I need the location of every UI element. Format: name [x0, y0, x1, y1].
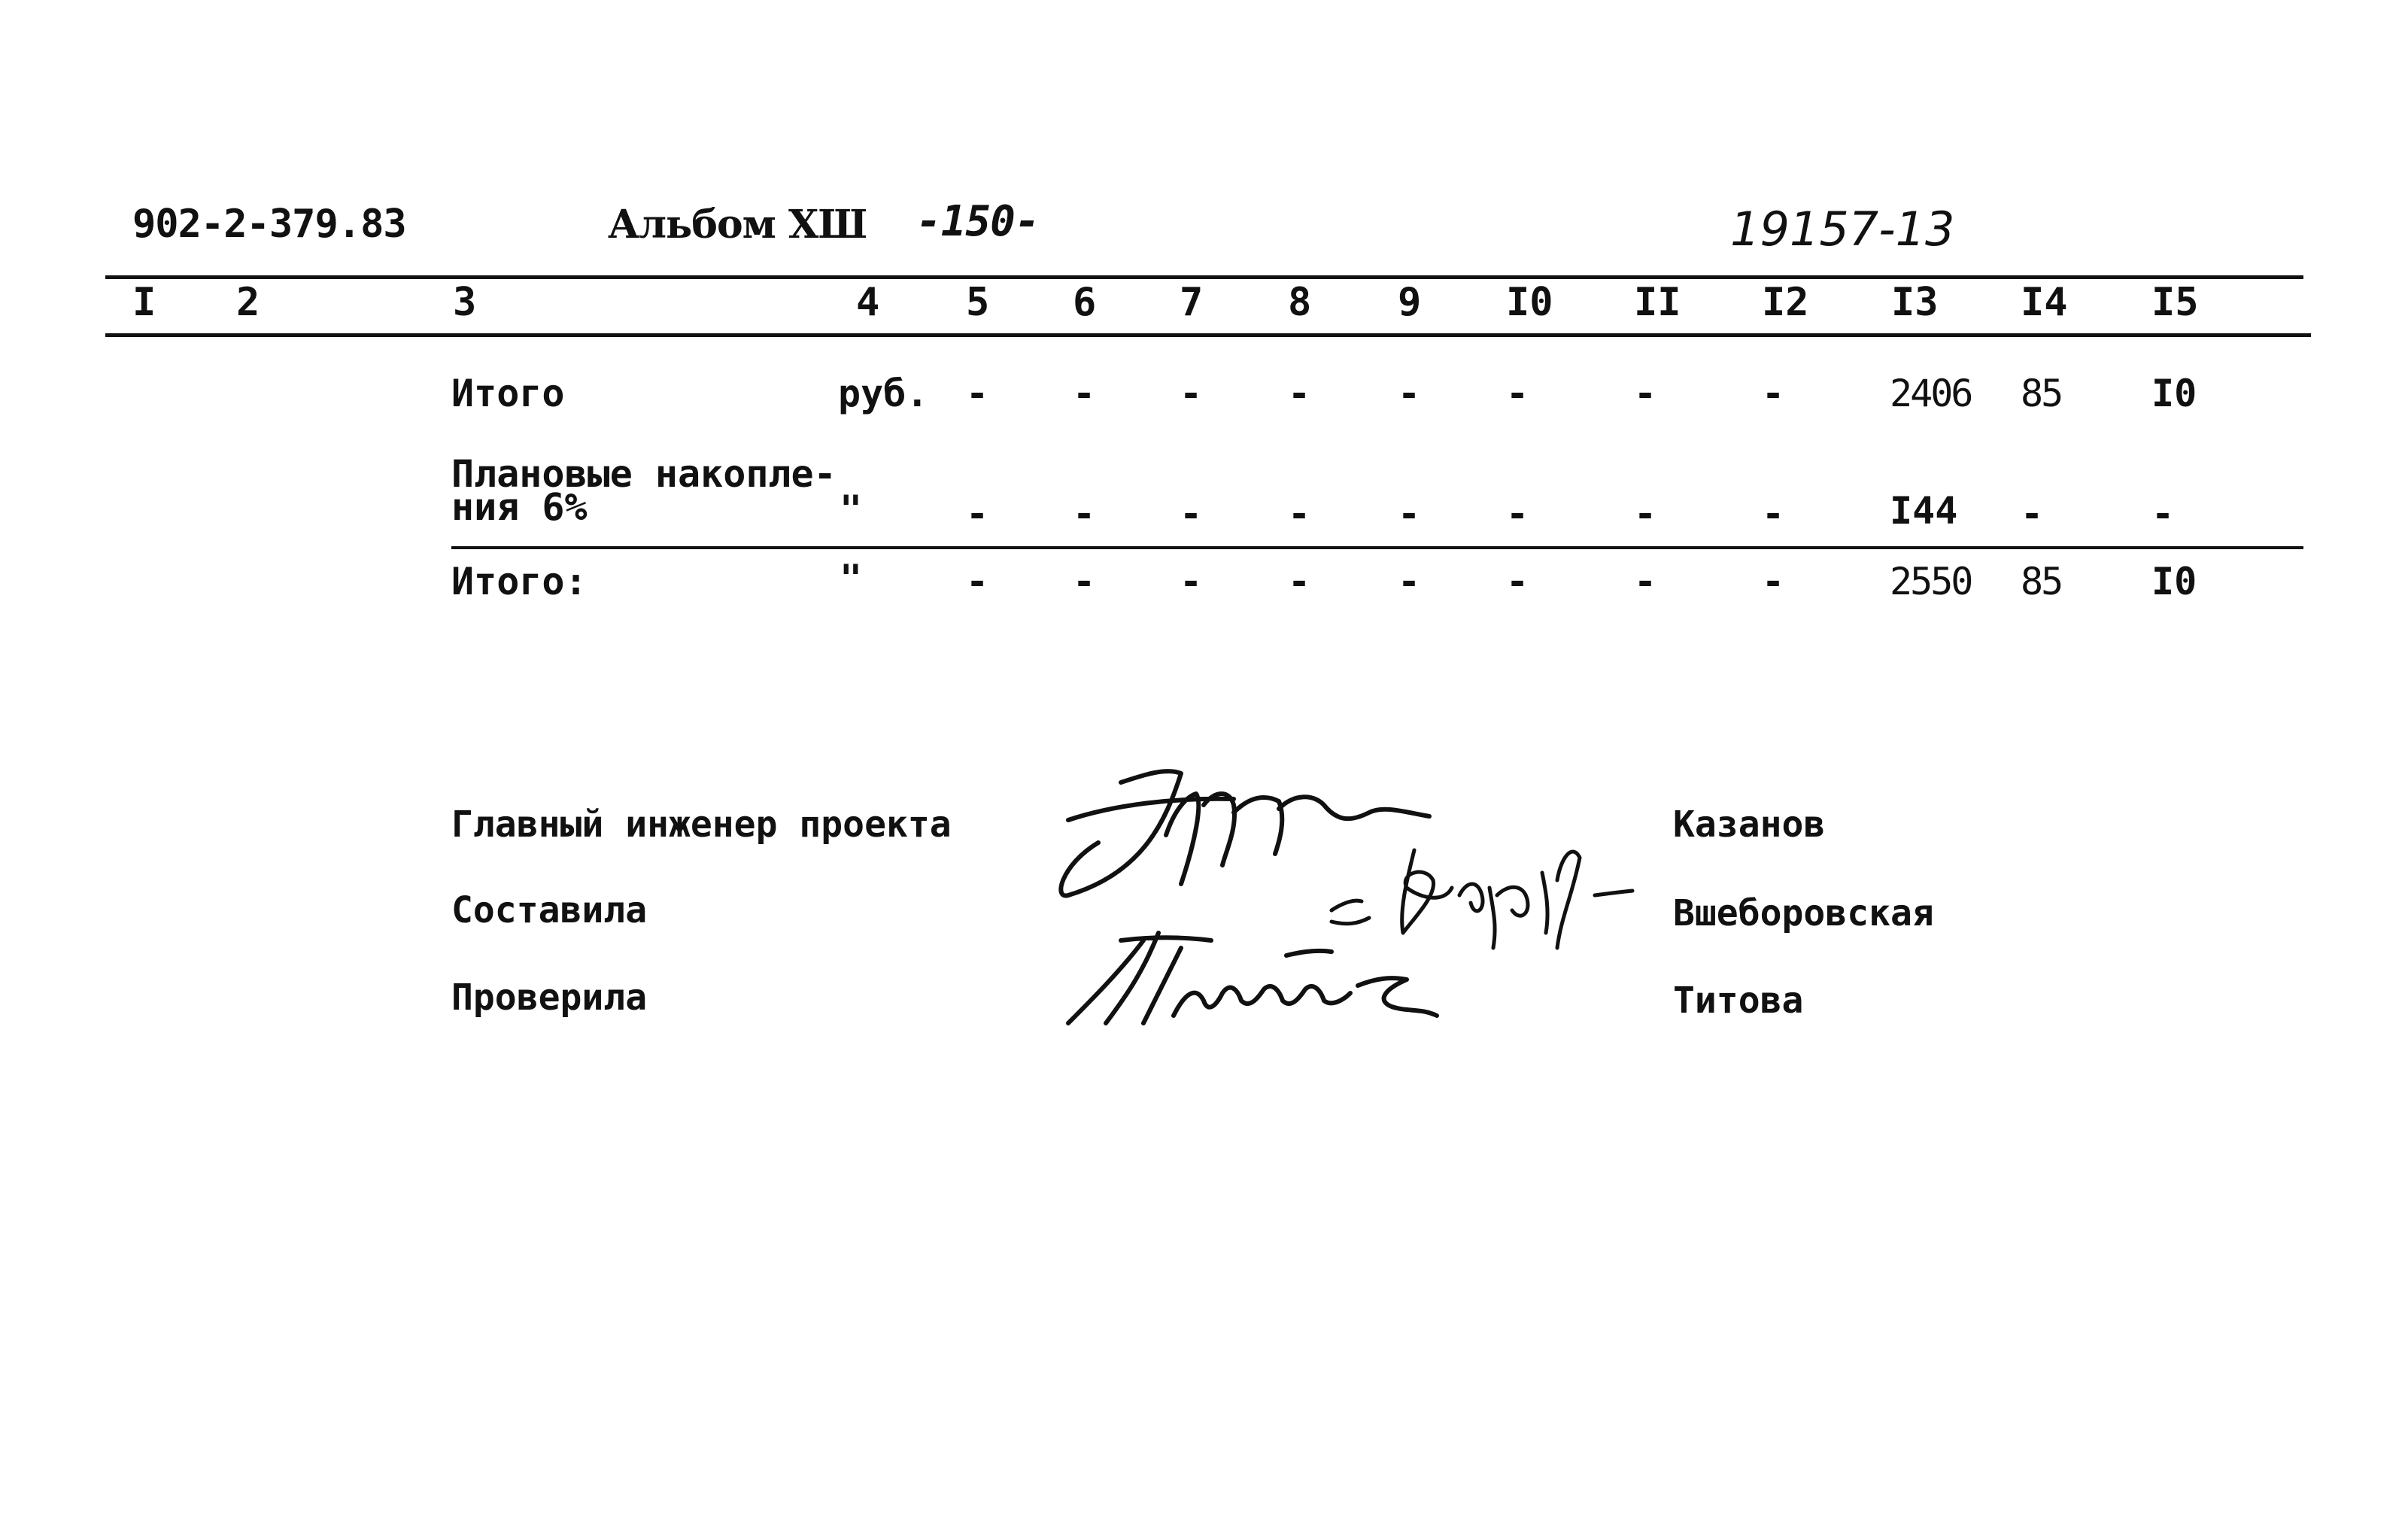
column-header: 4 — [856, 280, 880, 325]
column-header: 6 — [1073, 280, 1097, 325]
dash-cell: - — [1506, 492, 1529, 536]
row-unit: " — [840, 488, 863, 531]
column-header: 7 — [1180, 280, 1204, 325]
dash-cell: - — [1762, 492, 1785, 536]
value-col14: 85 — [2021, 560, 2062, 603]
row-unit: " — [840, 557, 863, 600]
signature-name: Казанов — [1673, 803, 1826, 846]
value-col15: I0 — [2151, 372, 2197, 415]
signature-role: Составила — [451, 889, 648, 931]
document-code: 902-2-379.83 — [132, 202, 406, 247]
value-col15: I0 — [2151, 560, 2197, 603]
dash-cell: - — [1180, 560, 1203, 603]
subtotal-rule — [451, 546, 2303, 549]
value-col13: I44 — [1890, 489, 1958, 533]
column-header: 3 — [453, 280, 477, 325]
dash-cell: - — [966, 560, 989, 603]
table-header-rule — [105, 333, 2311, 337]
column-header: 2 — [236, 280, 260, 325]
signature-name: Титова — [1673, 980, 1804, 1022]
row-label-line2: ния 6% — [451, 485, 588, 529]
table-top-rule — [105, 275, 2303, 279]
column-header: I5 — [2151, 280, 2199, 325]
signature-checker — [1061, 918, 1452, 1038]
signature-role: Главный инженер проекта — [451, 803, 952, 846]
dash-cell: - — [966, 372, 989, 415]
dash-cell: - — [1762, 372, 1785, 415]
dash-cell: - — [1073, 492, 1096, 536]
dash-cell: - — [1180, 372, 1203, 415]
dash-cell: - — [1634, 372, 1657, 415]
dash-cell: - — [1506, 372, 1529, 415]
dash-cell: - — [1762, 560, 1785, 603]
dash-cell: - — [1398, 560, 1421, 603]
dash-cell: - — [966, 492, 989, 536]
column-header: II — [1634, 280, 1681, 325]
signature-name: Вшеборовская — [1673, 892, 1934, 934]
column-header: I4 — [2021, 280, 2068, 325]
column-header: I2 — [1762, 280, 1809, 325]
row-label-line1: Плановые накопле- — [451, 452, 837, 496]
dash-cell: - — [1506, 560, 1529, 603]
column-header: I3 — [1891, 280, 1939, 325]
row-label: Итого: — [451, 560, 588, 603]
dash-cell: - — [1288, 492, 1311, 536]
row-label: Итого — [451, 372, 565, 415]
dash-cell: - — [1398, 372, 1421, 415]
value-col13: 2550 — [1890, 560, 1972, 603]
album-label: Альбом XШ — [608, 202, 867, 248]
dash-cell: - — [1180, 492, 1203, 536]
dash-cell: - — [1288, 560, 1311, 603]
dash-cell: - — [1073, 372, 1096, 415]
dash-cell: - — [1634, 560, 1657, 603]
column-header: 9 — [1398, 280, 1422, 325]
page-number: -150- — [916, 197, 1040, 246]
dash-cell: - — [1398, 492, 1421, 536]
column-header: I0 — [1506, 280, 1553, 325]
row-unit: руб. — [838, 372, 929, 415]
value-col14: - — [2021, 492, 2044, 536]
column-header: 8 — [1288, 280, 1312, 325]
column-header: I — [132, 280, 156, 325]
value-col15: - — [2151, 492, 2175, 536]
value-col13: 2406 — [1890, 372, 1972, 415]
column-header: 5 — [966, 280, 990, 325]
signature-role: Проверила — [451, 977, 648, 1019]
dash-cell: - — [1634, 492, 1657, 536]
stamp-number: 19157-13 — [1730, 202, 1955, 257]
dash-cell: - — [1288, 372, 1311, 415]
value-col14: 85 — [2021, 372, 2062, 415]
dash-cell: - — [1073, 560, 1096, 603]
